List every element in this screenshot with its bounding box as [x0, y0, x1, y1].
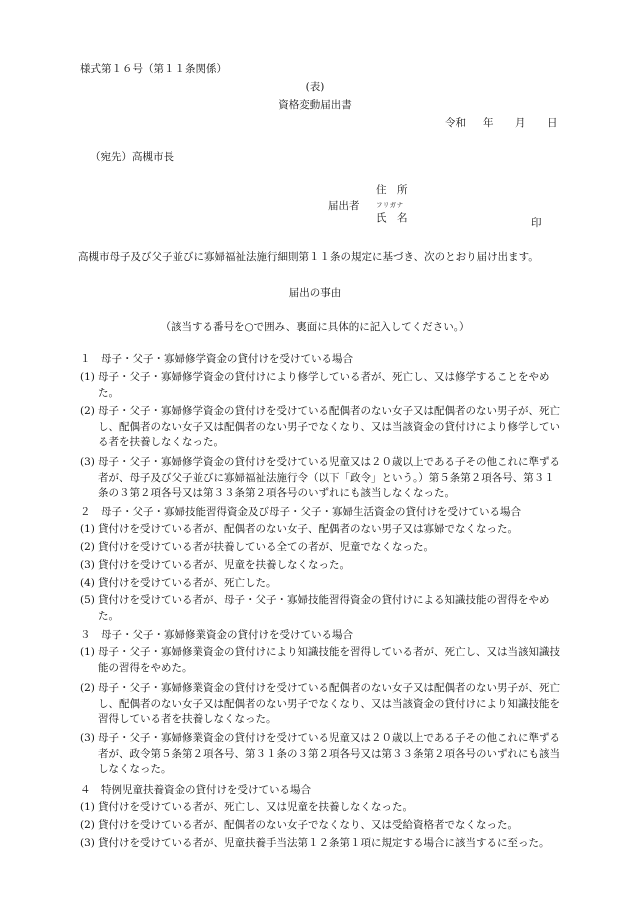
date-month: 月: [515, 117, 526, 129]
item-number: (1): [80, 646, 95, 658]
item-text: 母子・父子・寡婦修学資金の貸付けを受けている児童又は２０歳以上である子その他これに準ずる者が、母子及び父子並びに寡婦福祉法施行令（以下「政令」という。）第５条第２項各号、第３１条の３第２項各号又は第３３条第２項各号のいずれにも該当しなくなった。: [98, 456, 560, 499]
section-3-title: [80, 628, 560, 644]
section-1-title: [80, 352, 560, 368]
item-number: (2): [80, 541, 95, 553]
list-item: [80, 593, 560, 624]
item-text: 母子・父子・寡婦修学資金の貸付けにより修学している者が、死亡し、又は修学することをやめた。: [98, 371, 550, 399]
date-era: 令和: [445, 117, 466, 129]
item-text: 貸付けを受けている者が、配偶者のない女子、配偶者のない男子又は寡婦でなくなった。: [98, 523, 518, 535]
document-title: 資格変動届出書: [278, 99, 352, 111]
addressee: （宛先）高槻市長: [90, 151, 174, 163]
item-text: 貸付けを受けている者が、配偶者のない女子でなくなり、又は受給資格者でなくなった。: [98, 819, 518, 831]
list-item: [80, 370, 560, 401]
item-text: 貸付けを受けている者が、児童扶養手当法第１２条第１項に規定する場合に該当するに至った。: [98, 837, 550, 849]
item-number: (2): [80, 819, 95, 831]
section-1-title-text: 母子・父子・寡婦修学資金の貸付けを受けている場合: [101, 353, 353, 365]
list-item: [80, 800, 560, 816]
item-text: 母子・父子・寡婦修業資金の貸付けにより知識技能を習得している者が、死亡し、又は当該知識技能の習得をやめた。: [98, 646, 560, 674]
item-text: 貸付けを受けている者が、死亡した。: [98, 577, 277, 589]
intro-text: 高槻市母子及び父子並びに寡婦福祉法施行細則第１１条の規定に基づき、次のとおり届け出ます。: [78, 251, 539, 263]
item-number: (1): [80, 801, 95, 813]
section-2-number: ２: [80, 506, 91, 518]
item-number: (1): [80, 523, 95, 535]
item-number: (3): [80, 732, 95, 744]
section-2-title-text: 母子・父子・寡婦技能習得資金及び母子・父子・寡婦生活資金の貸付けを受けている場合: [101, 506, 521, 518]
list-item: [80, 404, 560, 451]
section-3-title-text: 母子・父子・寡婦修業資金の貸付けを受けている場合: [101, 629, 353, 641]
item-number: (3): [80, 559, 95, 571]
item-number: (5): [80, 594, 95, 606]
item-text: 貸付けを受けている者が、死亡し、又は児童を扶養しなくなった。: [98, 801, 413, 813]
item-text: 母子・父子・寡婦修業資金の貸付けを受けている児童又は２０歳以上である子その他これに準ずる者が、政令第５条第２項各号、第３１条の３第２項各号又は第３３条第２項各号のいずれにも該当しなくなった。: [98, 732, 560, 775]
list-item: [80, 455, 560, 502]
item-text: 母子・父子・寡婦修業資金の貸付けを受けている配偶者のない女子又は配偶者のない男子が、死亡し、配偶者のない女子又は配偶者のない男子でなくなり、又は当該資金の貸付けにより知識技能を習得している者を扶養しなくなった。: [98, 682, 560, 725]
side-label: (表): [305, 81, 325, 93]
list-item: [80, 645, 560, 676]
item-text: 貸付けを受けている者が、母子・父子・寡婦技能習得資金の貸付けによる知識技能の習得をやめた。: [98, 594, 550, 622]
section-3-number: ３: [80, 629, 91, 641]
section-4-title: [80, 783, 560, 799]
reason-heading: 届出の事由: [288, 287, 342, 299]
name-label: 氏 名: [376, 212, 408, 224]
section-1-number: １: [80, 353, 91, 365]
list-item: [80, 558, 560, 574]
form-number: 様式第１６号（第１１条関係）: [80, 63, 227, 75]
item-text: 貸付けを受けている者が、児童を扶養しなくなった。: [98, 559, 350, 571]
list-item: [80, 836, 560, 852]
list-item: [80, 522, 560, 538]
item-text: 貸付けを受けている者が扶養している全ての者が、児童でなくなった。: [98, 541, 434, 553]
item-number: (3): [80, 456, 95, 468]
list-item: [80, 731, 560, 778]
address-label: 住 所: [376, 184, 408, 196]
instruction-text: （該当する番号を○で囲み、裏面に具体的に記入してください。）: [160, 321, 470, 333]
section-4-title-text: 特例児童扶養資金の貸付けを受けている場合: [101, 784, 311, 796]
section-4-number: ４: [80, 784, 91, 796]
item-text: 母子・父子・寡婦修学資金の貸付けを受けている配偶者のない女子又は配偶者のない男子が、死亡し、配偶者のない女子又は配偶者のない男子でなくなり、又は当該資金の貸付けにより修学している者を扶養しなくなった。: [98, 405, 560, 448]
seal-mark: 印: [531, 217, 542, 229]
item-number: (2): [80, 682, 95, 694]
section-2-title: [80, 505, 560, 521]
date-day: 日: [547, 117, 558, 129]
furigana-label: フリガナ: [376, 201, 404, 209]
item-number: (4): [80, 577, 95, 589]
applicant-role-label: 届出者: [328, 200, 360, 212]
list-item: [80, 576, 560, 592]
list-item: [80, 818, 560, 834]
date-year: 年: [483, 117, 494, 129]
item-number: (2): [80, 405, 95, 417]
list-item: [80, 681, 560, 728]
item-number: (1): [80, 371, 95, 383]
item-number: (3): [80, 837, 95, 849]
list-item: [80, 540, 560, 556]
